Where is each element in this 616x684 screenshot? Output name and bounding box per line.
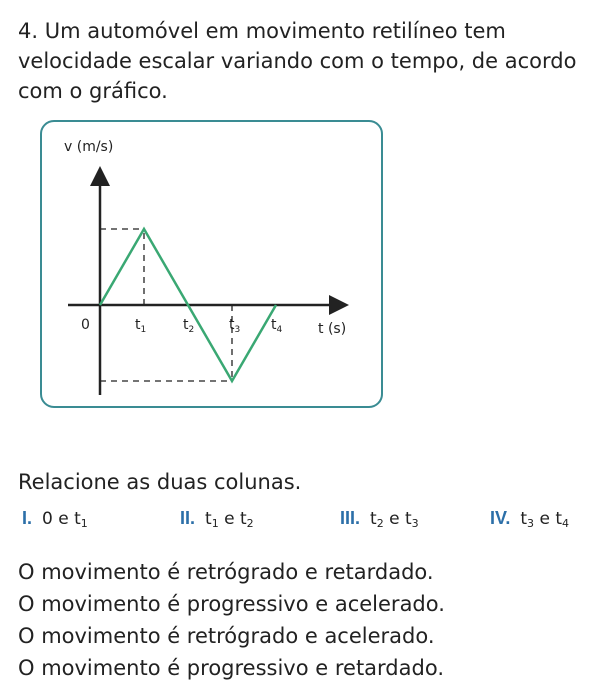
tick-label-3: $t_3$ — [229, 317, 241, 335]
column-3: III. $t_2$ e $t_3$ — [340, 508, 419, 530]
statement-2: O movimento é progressivo e acelerado. — [18, 592, 445, 616]
relate-title: Relacione as duas colunas. — [18, 470, 302, 494]
column-4: IV. $t_3$ e $t_4$ — [490, 508, 569, 530]
x-axis-label: t (s) — [318, 321, 347, 337]
statements-list — [18, 556, 445, 684]
columns-row — [22, 508, 612, 538]
tick-label-2: $t_2$ — [183, 317, 195, 335]
question-text: 4. Um automóvel em movimento retilíneo tem velocidade escalar variando com o tempo, de acordo com o gráfico. — [18, 19, 577, 103]
column-2: II. $t_1$ e $t_2$ — [180, 508, 254, 530]
statement-3: O movimento é retrógrado e acelerado. — [18, 624, 435, 648]
statement-4: O movimento é progressivo e retardado. — [18, 656, 444, 680]
statement-1: O movimento é retrógrado e retardado. — [18, 560, 434, 584]
column-1: I. 0 e $t_1$ — [22, 508, 88, 530]
tick-label-4: $t_4$ — [271, 317, 283, 335]
tick-label-1: $t_1$ — [135, 317, 147, 335]
y-axis-label: v (m/s) — [64, 139, 114, 155]
origin-label: 0 — [81, 317, 90, 333]
